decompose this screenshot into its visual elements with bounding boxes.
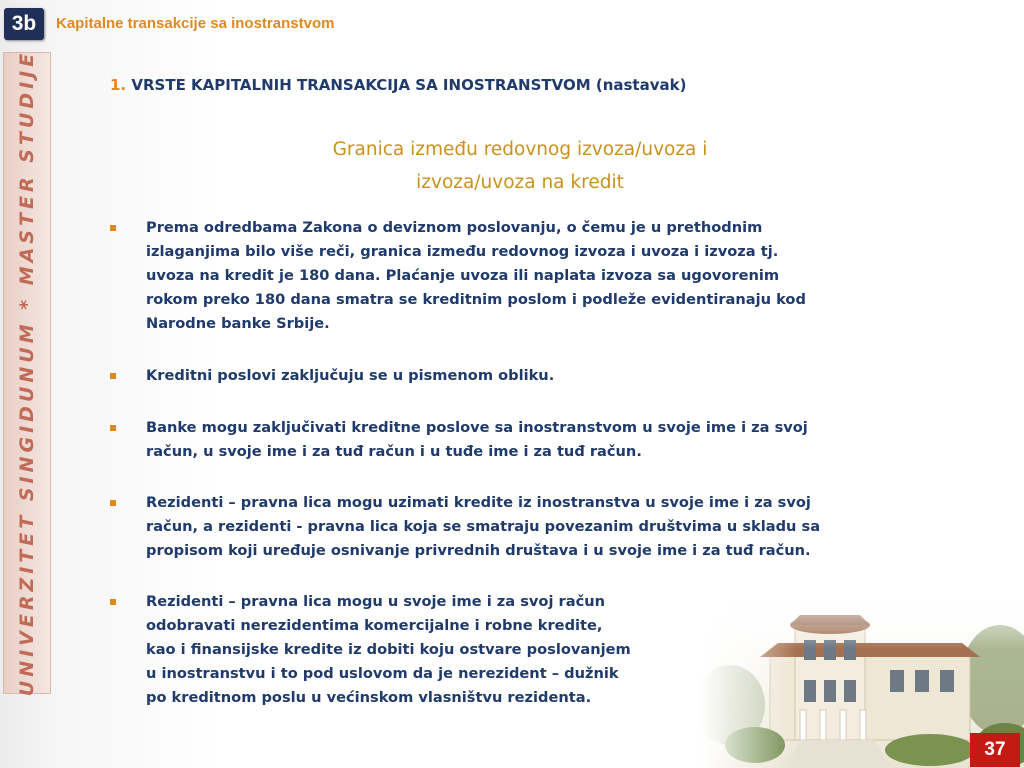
sidebar-university-text: UNIVERZITET SINGIDUNUM * MASTER STUDIJE bbox=[16, 49, 38, 697]
bullet-line: propisom koji uređuje osnivanje privrednih društava i u svoje ime i za tuđ račun. bbox=[146, 542, 811, 559]
section-number: 1. bbox=[110, 76, 127, 94]
bullet-line: uvoza na kredit je 180 dana. Plaćanje uvoza ili naplata izvoza sa ugovorenim bbox=[146, 267, 780, 284]
bullet-marker-icon bbox=[110, 500, 116, 506]
bullet-line: račun, u svoje ime i za tuđ račun i u tuđe ime i za tuđ račun. bbox=[146, 443, 642, 460]
subtitle-line-1: Granica između redovnog izvoza/uvoza i bbox=[332, 139, 708, 160]
chapter-badge: 3b bbox=[4, 8, 44, 40]
bullet-marker-icon bbox=[110, 599, 116, 605]
bullet-marker-icon bbox=[110, 373, 116, 379]
bullet-line: rokom preko 180 dana smatra se kreditnim poslom i podleže evidentiranaju kod bbox=[146, 291, 806, 308]
bullet-line: Rezidenti – pravna lica mogu u svoje ime i za svoj račun bbox=[146, 593, 606, 610]
header-title: Kapitalne transakcije sa inostranstvom bbox=[56, 15, 335, 32]
bullet-line: Prema odredbama Zakona o deviznom poslovanju, o čemu je u prethodnim bbox=[146, 219, 763, 236]
bullet-marker-icon bbox=[110, 425, 116, 431]
bullet-line: kao i finansijske kredite iz dobiti koju ostvare poslovanjem bbox=[146, 641, 631, 658]
bullet-line: račun, a rezidenti - pravna lica koja se smatraju povezanim društvima u skladu sa bbox=[146, 518, 821, 535]
bullet-line: po kreditnom poslu u većinskom vlasništvu rezidenta. bbox=[146, 689, 592, 706]
bullet-line: Rezidenti – pravna lica mogu uzimati kredite iz inostranstva u svoje ime i za svoj bbox=[146, 494, 811, 511]
bullet-line: u inostranstvu i to pod uslovom da je nerezident – dužnik bbox=[146, 665, 619, 682]
bullet-line: Kreditni poslovi zaključuju se u pismenom obliku. bbox=[146, 367, 555, 384]
subtitle-line-2: izvoza/uvoza na kredit bbox=[416, 172, 624, 193]
bullet-line: izlaganjima bilo više reči, granica između redovnog izvoza i uvoza i izvoza tj. bbox=[146, 243, 779, 260]
bullet-line: odobravati nerezidentima komercijalne i robne kredite, bbox=[146, 617, 603, 634]
section-title: VRSTE KAPITALNIH TRANSAKCIJA SA INOSTRANSTVOM (nastavak) bbox=[131, 76, 687, 94]
bullet-line: Banke mogu zaključivati kreditne poslove sa inostranstvom u svoje ime i za svoj bbox=[146, 419, 808, 436]
page-number: 37 bbox=[970, 733, 1020, 767]
bullet-line: Narodne banke Srbije. bbox=[146, 315, 330, 332]
bullet-marker-icon bbox=[110, 225, 116, 231]
